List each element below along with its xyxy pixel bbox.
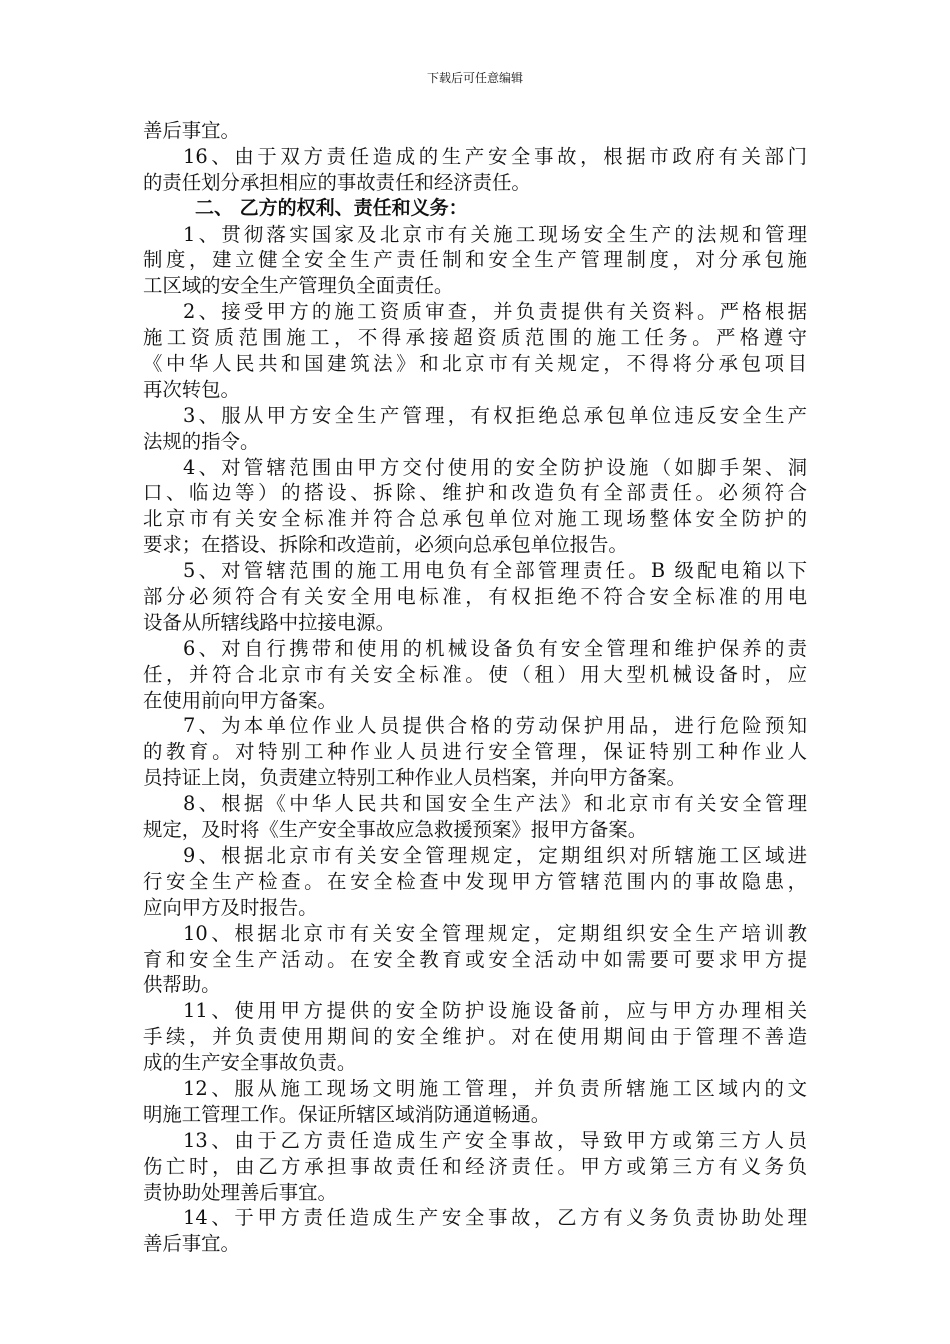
- text-line: 口、临边等）的搭设、拆除、维护和改造负有全部责任。必须符合: [143, 481, 807, 505]
- text-line: 的教育。对特别工种作业人员进行安全管理，保证特别工种作业人: [143, 740, 807, 764]
- page-header: 下载后可任意编辑: [426, 71, 523, 85]
- text-line: 10、根据北京市有关安全管理规定，定期组织安全生产培训教: [183, 921, 807, 945]
- text-line: 施工资质范围施工，不得承接超资质范围的施工任务。严格遵守: [143, 326, 807, 350]
- text-line: 12、服从施工现场文明施工管理，并负责所辖施工区域内的文: [183, 1076, 807, 1100]
- text-line: 6、对自行携带和使用的机械设备负有安全管理和维护保养的责: [183, 636, 807, 660]
- text-line: 明施工管理工作。保证所辖区域消防通道畅通。: [143, 1102, 551, 1126]
- text-line: 规定，及时将《生产安全事故应急救援预案》报甲方备案。: [143, 818, 648, 842]
- text-line: 《中华人民共和国建筑法》和北京市有关规定，不得将分承包项目: [143, 352, 807, 376]
- text-line: 11、使用甲方提供的安全防护设施设备前，应与甲方办理相关: [183, 999, 807, 1023]
- text-line: 1、贯彻落实国家及北京市有关施工现场安全生产的法规和管理: [183, 222, 807, 246]
- text-line: 4、对管辖范围由甲方交付使用的安全防护设施（如脚手架、洞: [183, 455, 807, 479]
- text-line: 16、由于双方责任造成的生产安全事故，根据市政府有关部门: [183, 144, 807, 168]
- text-line: 育和安全生产活动。在安全教育或安全活动中如需要可要求甲方提: [143, 947, 807, 971]
- text-line: 行安全生产检查。在安全检查中发现甲方管辖范围内的事故隐患，: [143, 869, 807, 893]
- text-line: 供帮助。: [143, 973, 221, 997]
- text-line: 再次转包。: [143, 377, 240, 401]
- text-line: 部分必须符合有关安全用电标准，有权拒绝不符合安全标准的用电: [143, 585, 807, 609]
- text-line: 7、为本单位作业人员提供合格的劳动保护用品，进行危险预知: [183, 714, 807, 738]
- section-heading: 二、 乙方的权利、责任和义务：: [195, 196, 468, 219]
- text-line: 成的生产安全事故负责。: [143, 1051, 357, 1075]
- text-line: 设备从所辖线路中拉接电源。: [143, 610, 396, 634]
- text-line: 善后事宜。: [143, 119, 240, 142]
- text-line: 法规的指令。: [143, 429, 260, 453]
- text-line: 在使用前向甲方备案。: [143, 688, 337, 712]
- text-line: 3、服从甲方安全生产管理，有权拒绝总承包单位违反安全生产: [183, 403, 807, 427]
- text-line: 伤亡时，由乙方承担事故责任和经济责任。甲方或第三方有义务负: [143, 1154, 807, 1178]
- text-line: 任，并符合北京市有关安全标准。使（租）用大型机械设备时，应: [143, 662, 807, 686]
- text-line: 手续，并负责使用期间的安全维护。对在使用期间由于管理不善造: [143, 1025, 807, 1049]
- text-line: 8、根据《中华人民共和国安全生产法》和北京市有关安全管理: [183, 792, 807, 816]
- text-line: 14、于甲方责任造成生产安全事故，乙方有义务负责协助处理: [183, 1206, 807, 1230]
- text-line: 应向甲方及时报告。: [143, 895, 318, 919]
- text-line: 员持证上岗，负责建立特别工种作业人员档案，并向甲方备案。: [143, 766, 686, 790]
- text-line: 责协助处理善后事宜。: [143, 1180, 337, 1204]
- text-line: 工区域的安全生产管理负全面责任。: [143, 274, 454, 298]
- text-line: 的责任划分承担相应的事故责任和经济责任。: [143, 170, 531, 194]
- text-line: 北京市有关安全标准并符合总承包单位对施工现场整体安全防护的: [143, 507, 807, 531]
- text-line: 制度，建立健全安全生产责任制和安全生产管理制度，对分承包施: [143, 248, 807, 272]
- text-line: 13、由于乙方责任造成生产安全事故，导致甲方或第三方人员: [183, 1128, 807, 1152]
- document-body: [143, 118, 807, 1257]
- text-line: 要求；在搭设、拆除和改造前，必须向总承包单位报告。: [143, 533, 628, 557]
- text-line: 5、对管辖范围的施工用电负有全部管理责任。B 级配电箱以下: [183, 559, 807, 583]
- text-line: 9、根据北京市有关安全管理规定，定期组织对所辖施工区域进: [183, 843, 807, 867]
- text-line: 善后事宜。: [143, 1232, 240, 1256]
- text-line: 2、接受甲方的施工资质审查，并负责提供有关资料。严格根据: [183, 300, 807, 324]
